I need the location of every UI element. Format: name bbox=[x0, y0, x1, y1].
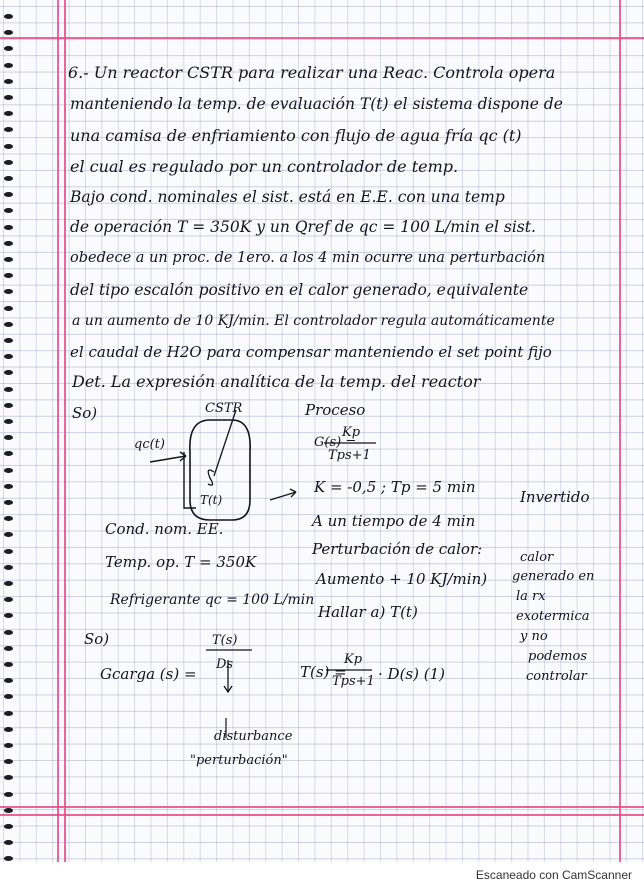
process-gain-time-constant: K = -0,5 ; Tp = 5 min bbox=[314, 478, 476, 496]
statement-line-8: del tipo escalón positivo en el calor generado, equivalente bbox=[70, 281, 529, 299]
temperature-numerator: Kp bbox=[344, 652, 363, 667]
solution-label-2: So) bbox=[84, 630, 110, 648]
solution-label-1: So) bbox=[72, 404, 98, 422]
statement-line-9: a un aumento de 10 KJ/min. El controlador regula automáticamente bbox=[72, 313, 555, 329]
temperature-laplace: T(s) = bbox=[300, 663, 347, 681]
process-title: Proceso bbox=[305, 401, 366, 419]
statement-line-6: de operación T = 350K y un Qref de qc = 100 L/min el sist. bbox=[70, 218, 536, 236]
heat-increase: Aumento + 10 KJ/min) bbox=[316, 570, 488, 588]
statement-line-10: el caudal de H2O para compensar manteniendo el set point fijo bbox=[70, 343, 552, 361]
statement-line-5: Bajo cond. nominales el sist. está en E.E. con una temp bbox=[70, 188, 505, 206]
side-note-5: y no bbox=[520, 629, 548, 644]
process-denominator: Tps+1 bbox=[328, 448, 371, 463]
side-note-7: controlar bbox=[526, 669, 587, 684]
temperature-laplace-tail: · D(s) (1) bbox=[378, 665, 445, 683]
side-note-1: calor bbox=[520, 550, 554, 565]
refrigerant-flow: Refrigerante qc = 100 L/min bbox=[110, 592, 315, 608]
statement-line-4: el cual es regulado por un controlador de temp. bbox=[70, 157, 459, 176]
load-transfer-function: Gcarga (s) = bbox=[100, 665, 197, 683]
perturbacion-label: "perturbación" bbox=[190, 753, 288, 768]
statement-line-2: manteniendo la temp. de evaluación T(t) el sistema dispone de bbox=[70, 95, 563, 113]
find-temperature: Hallar a) T(t) bbox=[318, 603, 418, 621]
inverted-note: Invertido bbox=[520, 488, 590, 506]
qc-label: qc(t) bbox=[134, 437, 165, 452]
statement-line-7: obedece a un proc. de 1ero. a los 4 min ocurre una perturbación bbox=[70, 250, 546, 266]
statement-line-1: 6.- Un reactor CSTR para realizar una Reac. Controla opera bbox=[68, 63, 556, 82]
side-note-4: exotermica bbox=[516, 609, 590, 624]
scanner-watermark: Escaneado con CamScanner bbox=[475, 868, 632, 882]
side-note-3: la rx bbox=[516, 589, 546, 604]
statement-line-3: una camisa de enfriamiento con flujo de agua fría qc (t) bbox=[70, 126, 522, 145]
operating-temperature: Temp. op. T = 350K bbox=[105, 553, 257, 571]
disturbance-label: disturbance bbox=[214, 729, 293, 744]
side-note-6: podemos bbox=[528, 649, 587, 664]
load-numerator: T(s) bbox=[212, 633, 238, 648]
side-note-2: generado en bbox=[512, 569, 595, 584]
heat-disturbance-title: Perturbación de calor: bbox=[312, 540, 483, 558]
temperature-denominator: Tps+1 bbox=[332, 674, 375, 689]
temperature-label: T(t) bbox=[200, 493, 223, 507]
nominal-conditions: Cond. nom. EE. bbox=[105, 520, 224, 538]
load-denominator: Ds bbox=[216, 657, 234, 672]
statement-line-11: Det. La expresión analítica de la temp. del reactor bbox=[72, 372, 481, 391]
process-numerator: Kp bbox=[342, 425, 361, 440]
cstr-label: CSTR bbox=[205, 401, 243, 416]
process-transfer-function: G(s) = bbox=[314, 435, 357, 450]
scanner-footer bbox=[0, 862, 644, 889]
time-of-disturbance: A un tiempo de 4 min bbox=[312, 512, 476, 530]
